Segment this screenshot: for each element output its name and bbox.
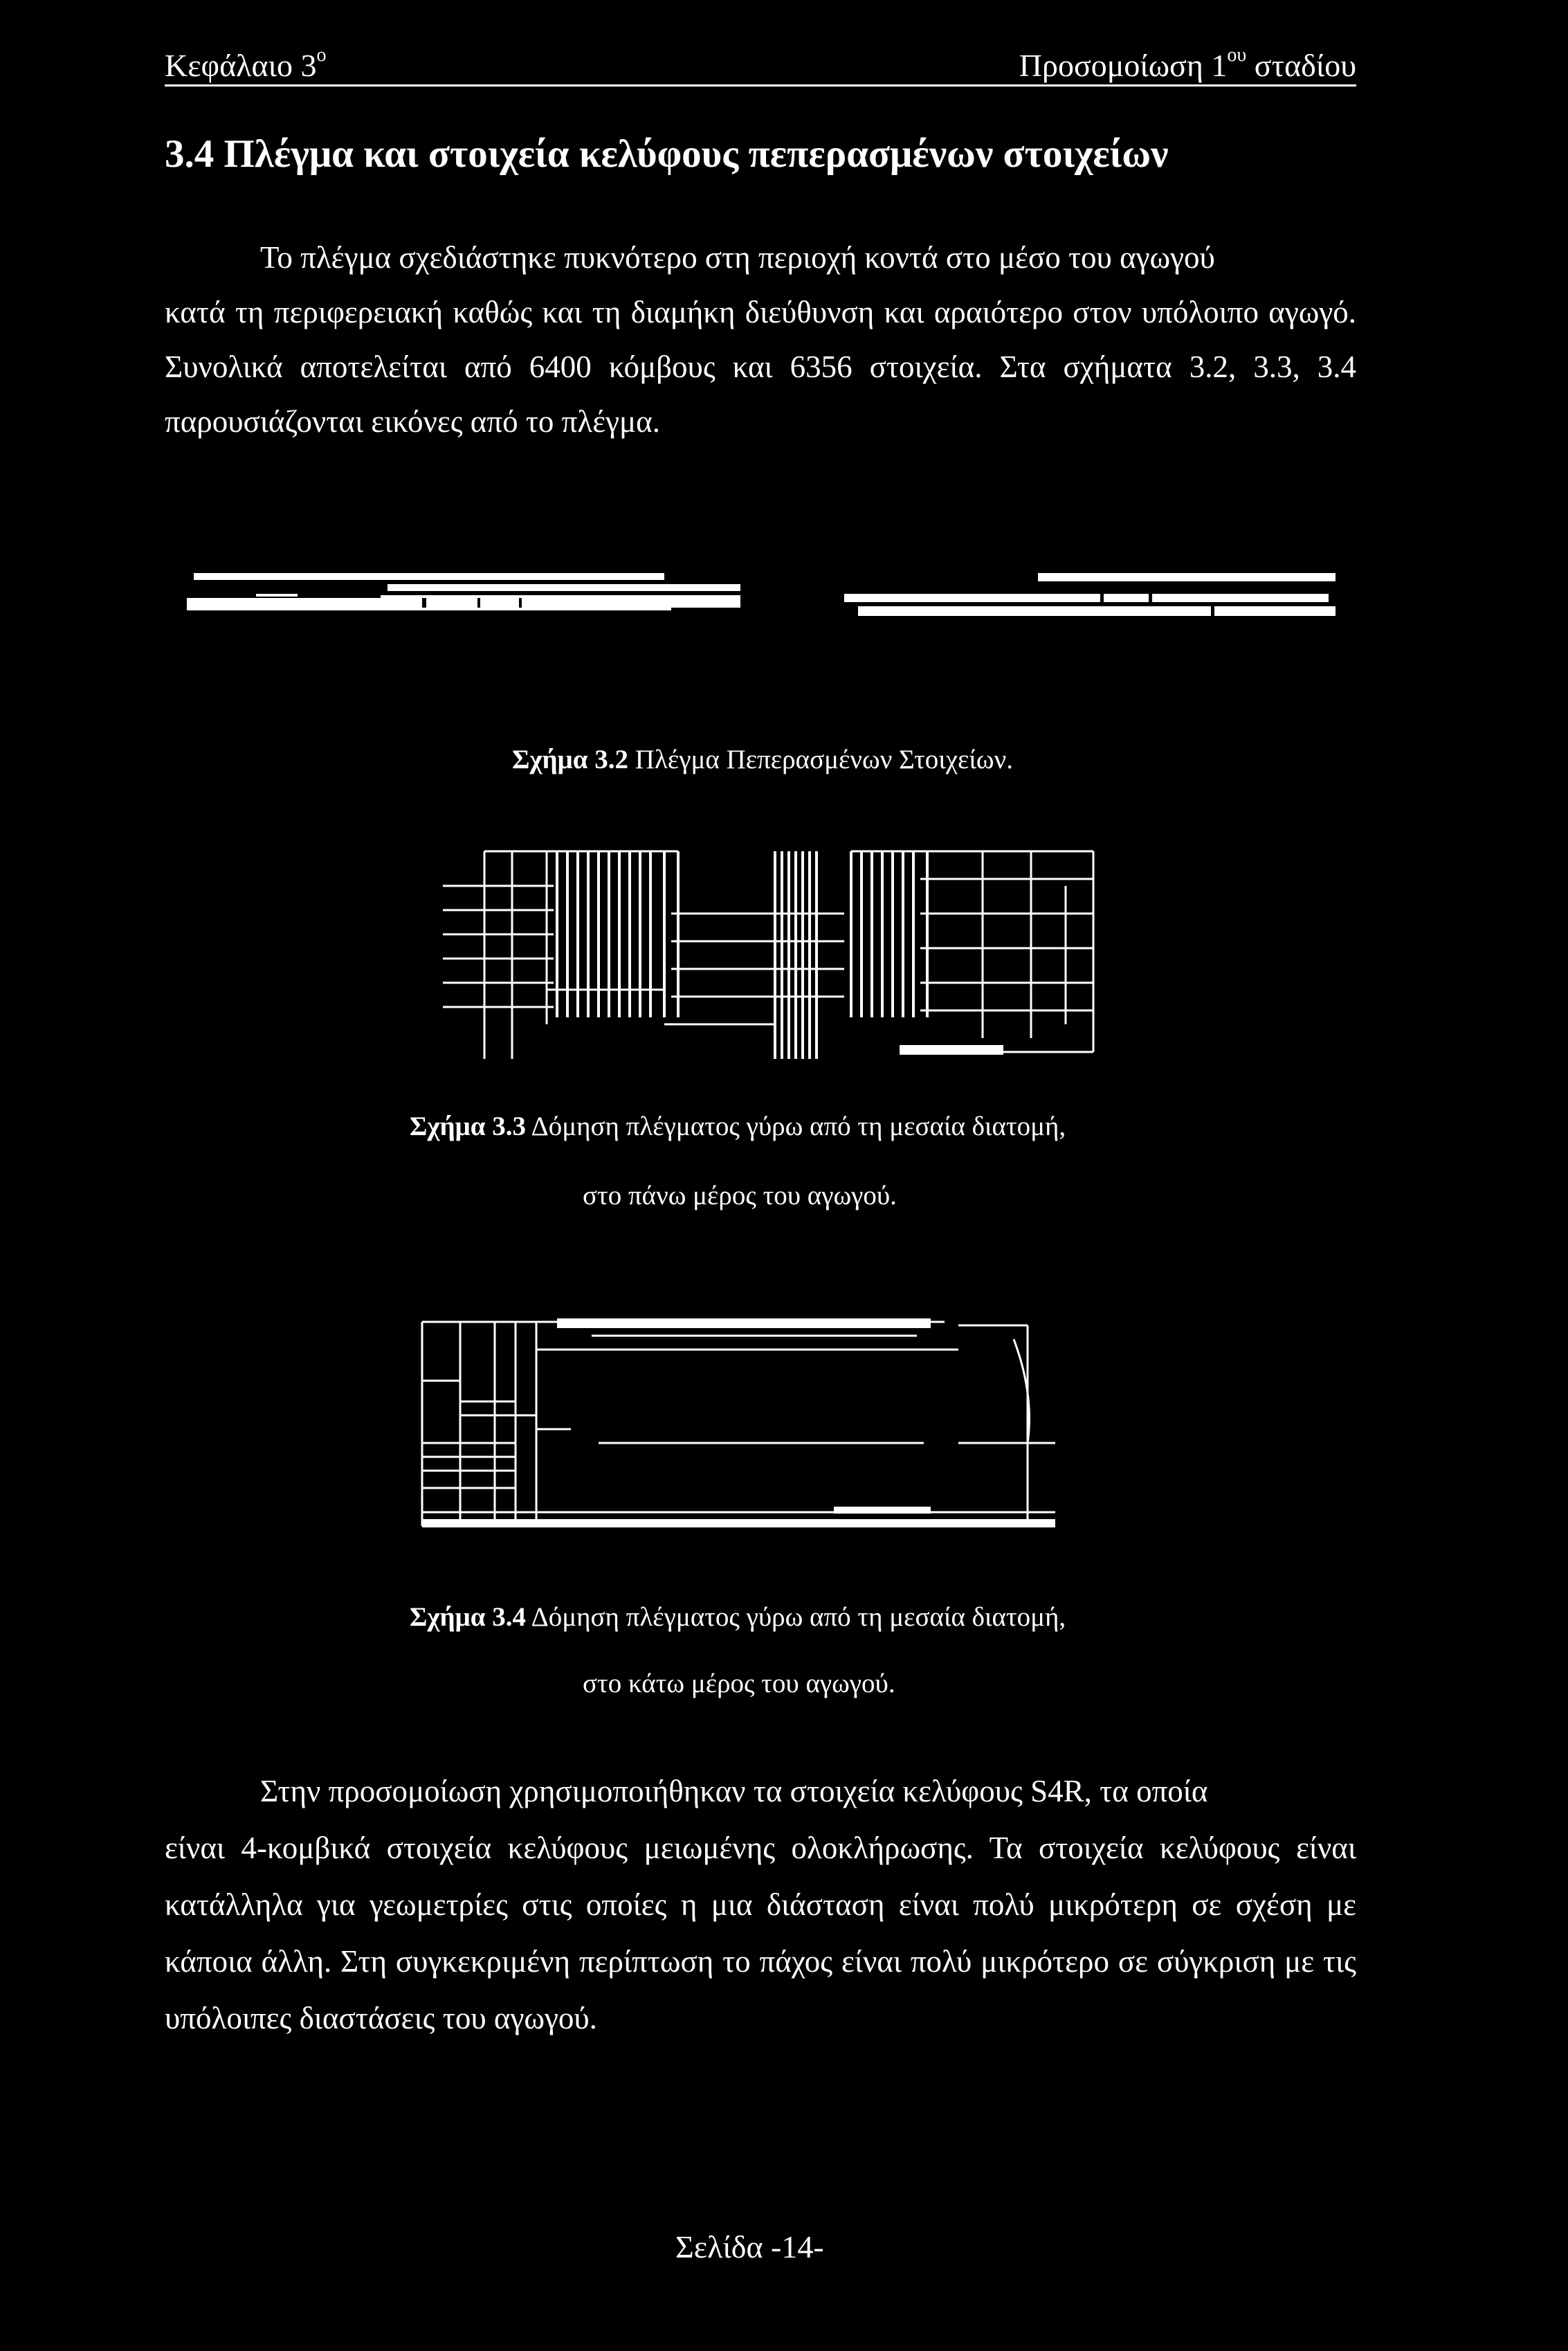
paragraph-2-line-1: Στην προσομοίωση χρησιμοποιήθηκαν τα στοιχεία κελύφους S4R, τα οποία (260, 1774, 1208, 1808)
figure-3-4-caption-line-2: στο κάτω μέρος του αγωγού. (583, 1669, 895, 1698)
header-chapter (165, 44, 327, 84)
paragraph-1-rest: κατά τη περιφερειακή καθώς και τη διαμήκη διεύθυνση και αραιότερο στον υπόλοιπο αγωγό. Συνολικά αποτελείται από 6400 κόμβους και 6356 στοιχεία. Στα σχήματα 3.2, 3.3, 3.4 παρουσιάζονται εικόνες από το πλέγμα. (165, 295, 1356, 439)
figure-3-4-caption (410, 1601, 1066, 1633)
figure-3-2-caption-text: Πλέγμα Πεπερασμένων Στοιχείων. (628, 745, 1013, 774)
section-title: 3.4 Πλέγμα και στοιχεία κελύφους πεπερασμένων στοιχείων (165, 132, 1169, 176)
paragraph-2 (165, 1763, 1356, 2046)
page-number: Σελίδα -14- (675, 2229, 824, 2264)
figure-3-4-label: Σχήμα 3.4 (410, 1602, 527, 1632)
figure-3-3-caption-line-2: στο πάνω μέρος του αγωγού. (583, 1181, 897, 1210)
figure-3-2-label: Σχήμα 3.2 (512, 745, 629, 774)
figure-3-3-caption-line-1: Δόμηση πλέγματος γύρω από τη μεσαία διατομή, (526, 1111, 1066, 1141)
figure-3-3-caption (410, 1111, 1066, 1142)
figure-3-2-caption (512, 744, 1013, 775)
figure-3-2-mesh-image (187, 568, 1335, 637)
header-stage (1019, 44, 1356, 84)
header-stage-prefix: Προσομοίωση 1 (1019, 48, 1228, 83)
paragraph-1-line-1: Το πλέγμα σχεδιάστηκε πυκνότερο στη περιοχή κοντά στο μέσο του αγωγού (260, 240, 1215, 275)
paragraph-2-rest: είναι 4-κομβικά στοιχεία κελύφους μειωμένης ολοκλήρωσης. Τα στοιχεία κελύφους είναι κατάλληλα για γεωμετρίες στις οποίες η μια διάσταση είναι πολύ μικρότερη σε σχέση με κάποια άλλη. Στη συγκεκριμένη περίπτωση το πάχος είναι πολύ μικρότερο σε σύγκριση με τις υπόλοιπες διαστάσεις του αγωγού. (165, 1831, 1356, 2035)
header-stage-sup: ου (1227, 44, 1247, 66)
header-chapter-text: Κεφάλαιο 3 (165, 48, 317, 83)
figure-3-3-label: Σχήμα 3.3 (410, 1111, 527, 1141)
figure-3-3-mesh-image (443, 844, 1100, 1066)
figure-3-4-mesh-image (419, 1311, 1062, 1540)
header-chapter-sup: ο (316, 44, 327, 66)
header-stage-suffix: σταδίου (1246, 48, 1356, 83)
paragraph-1 (165, 230, 1356, 449)
figure-3-4-caption-line-1: Δόμηση πλέγματος γύρω από τη μεσαία διατομή, (526, 1602, 1066, 1632)
header-rule (165, 84, 1356, 87)
